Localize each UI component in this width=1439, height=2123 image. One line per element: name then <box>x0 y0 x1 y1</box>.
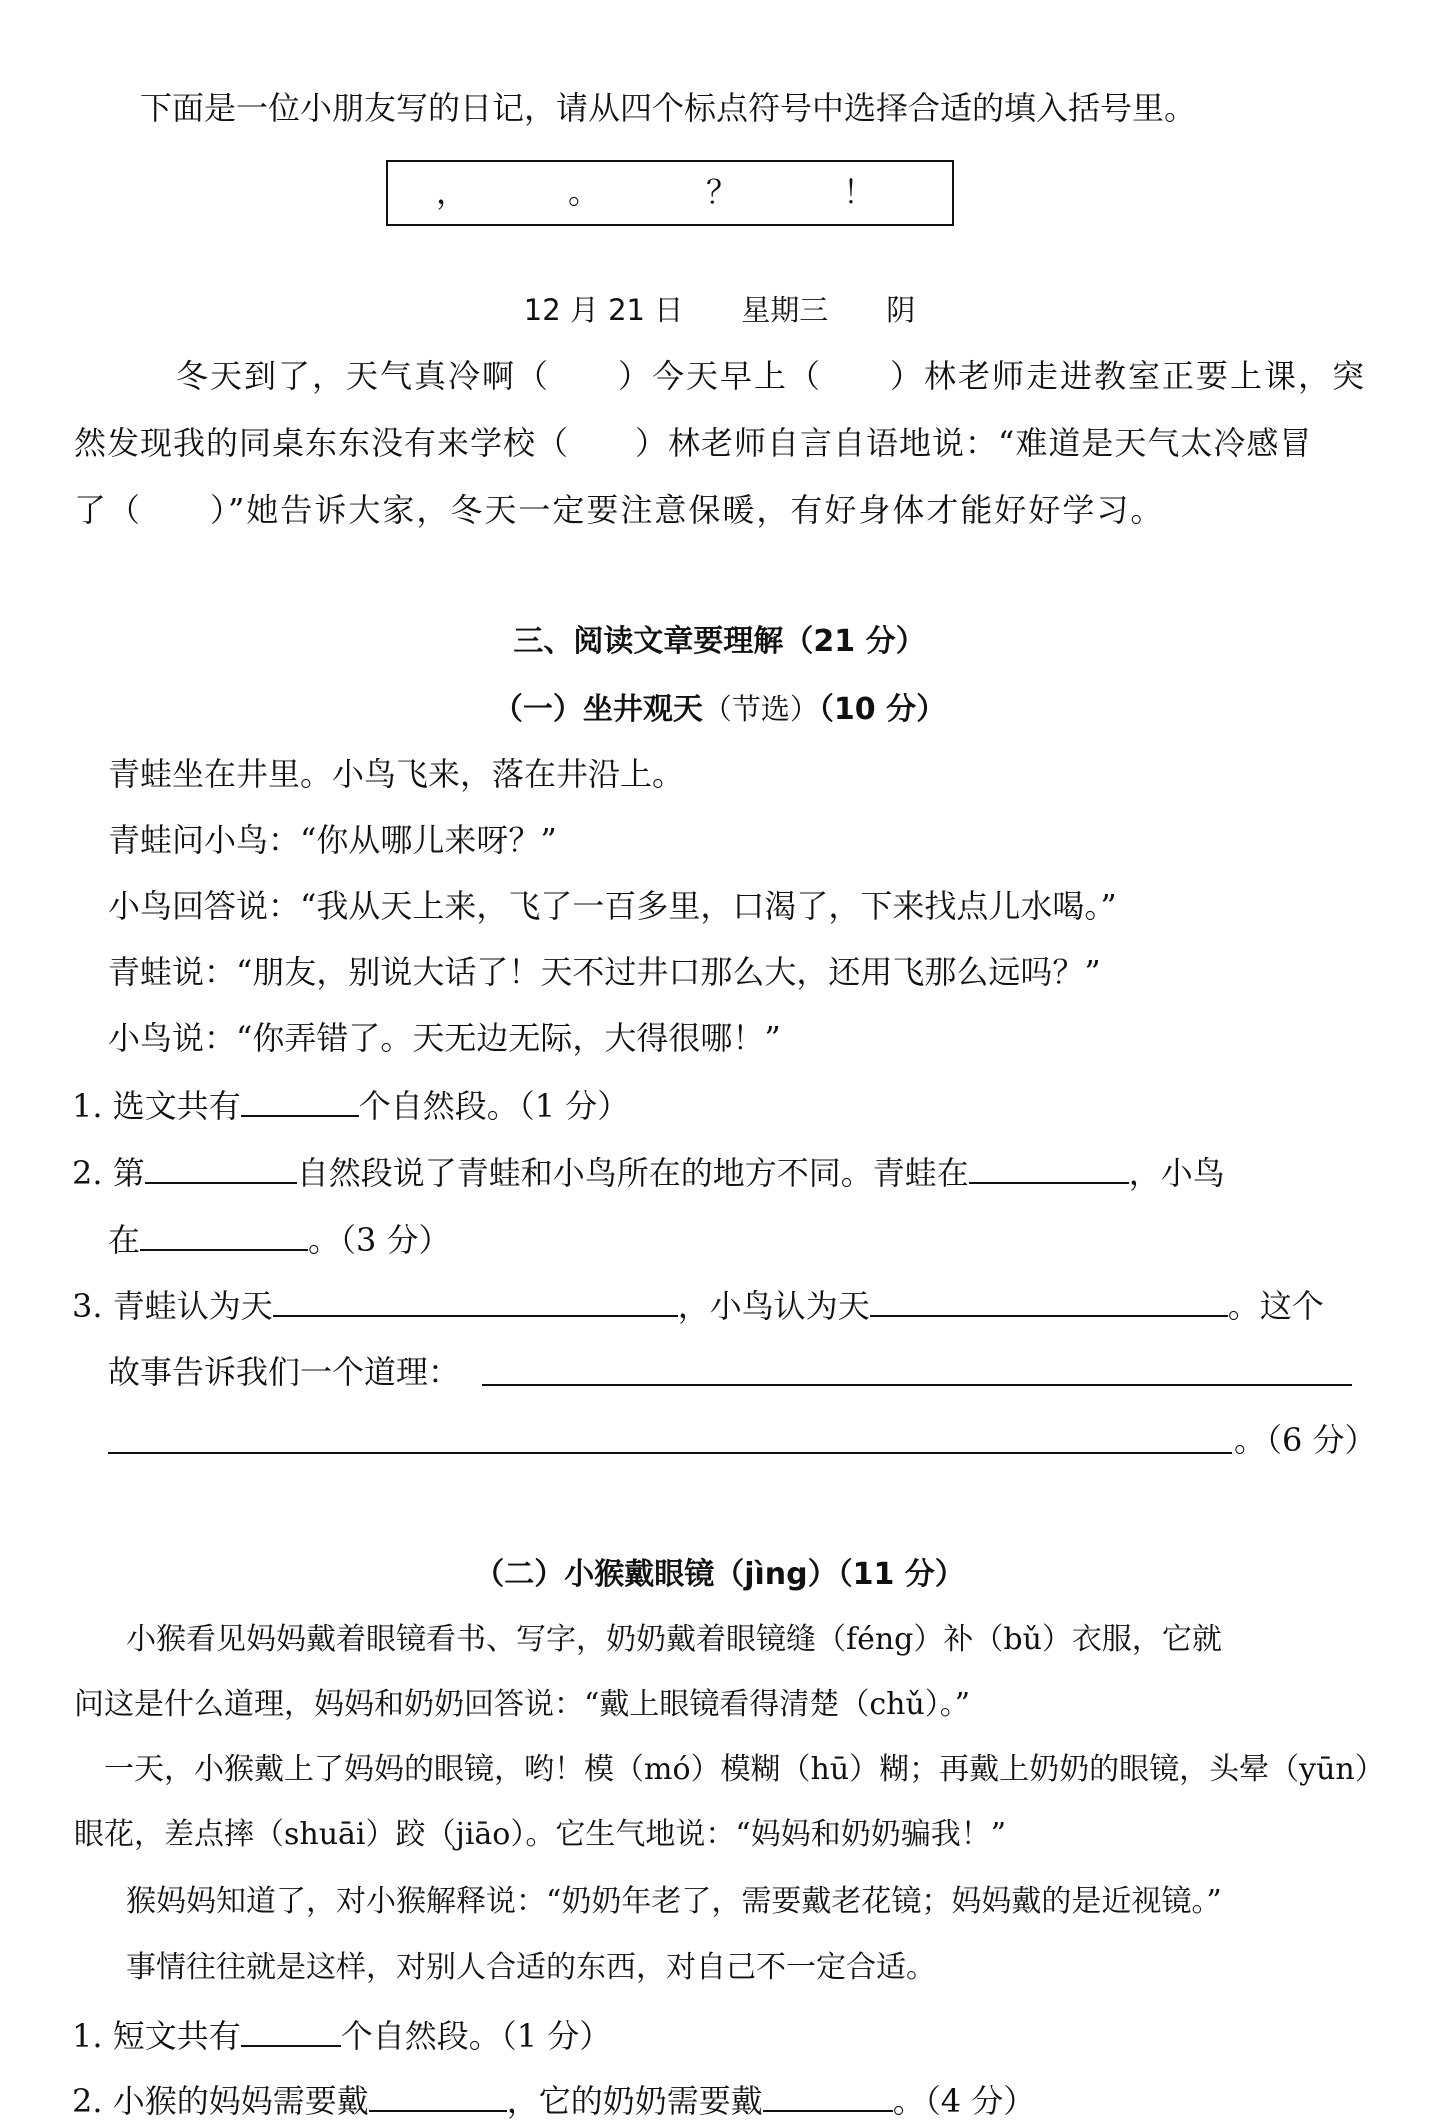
p1-q3-text-b: ，小鸟认为天 <box>677 1287 870 1325</box>
p1-q2-text-d: 在 <box>108 1221 141 1259</box>
p1-q2-text-a: 2. 第 <box>72 1154 145 1192</box>
p1-q2-blank-1[interactable] <box>145 1152 297 1184</box>
p2-q2-blank-2[interactable] <box>763 2080 893 2112</box>
p1-q2-text-e: 。（3 分） <box>308 1221 451 1259</box>
p1-q2-blank-2[interactable] <box>969 1152 1129 1184</box>
p1-q2-text-c: ，小鸟 <box>1128 1154 1225 1192</box>
passage1-para-2: 青蛙问小鸟：“你从哪儿来呀？” <box>108 821 557 859</box>
p1-q2-blank-3[interactable] <box>140 1219 308 1251</box>
passage1-title-score: （10 分） <box>818 692 947 727</box>
diary-line-3: 了（ ）”她告诉大家，冬天一定要注意保暖，有好身体才能好好学习。 <box>74 491 1165 529</box>
p2-q2-blank-1[interactable] <box>369 2080 507 2112</box>
p2-q2-text-b: ，它的奶奶需要戴 <box>506 2082 763 2120</box>
p1-question-1 <box>72 1085 629 1126</box>
punct-exclamation: ！ <box>843 173 876 211</box>
p2-question-1 <box>72 2015 611 2056</box>
passage1-para-1: 青蛙坐在井里。小鸟飞来，落在井沿上。 <box>108 755 685 793</box>
p2-q2-text-c: 。（4 分） <box>892 2082 1036 2120</box>
punct-question: ？ <box>706 173 739 211</box>
passage2-line-5: 猴妈妈知道了，对小猴解释说：“奶奶年老了，需要戴老花镜；妈妈戴的是近视镜。” <box>126 1884 1222 1919</box>
p1-q1-text-a: 1. 选文共有 <box>72 1087 241 1125</box>
punctuation-options-box <box>386 160 954 226</box>
p1-q1-blank[interactable] <box>241 1085 359 1117</box>
p1-q3-answer-line-1[interactable] <box>482 1384 1352 1386</box>
punct-period: 。 <box>568 173 601 211</box>
section3-title: 三、阅读文章要理解（21 分） <box>513 624 926 659</box>
passage1-title <box>0 688 1439 730</box>
p1-question-2 <box>72 1152 1225 1193</box>
diary-header: 12 月 21 日 星期三 阴 <box>523 293 916 327</box>
passage1-para-4: 青蛙说：“朋友，别说大话了！天不过井口那么大，还用飞那么远吗？” <box>108 953 1101 991</box>
p1-q3-blank-1[interactable] <box>273 1285 678 1317</box>
p1-question-3-cont <box>108 1352 460 1392</box>
p1-q3-text-e: 。（6 分） <box>1234 1421 1377 1459</box>
p1-q3-text-c: 。这个 <box>1227 1287 1324 1325</box>
passage2-line-6: 事情往往就是这样，对别人合适的东西，对自己不一定合适。 <box>126 1950 936 1985</box>
passage1-title-note: （节选） <box>702 692 819 726</box>
diary-line-1: 冬天到了，天气真冷啊（ ）今天早上（ ）林老师走进教室正要上课，突 <box>176 357 1367 395</box>
p2-q1-text-a: 1. 短文共有 <box>72 2017 241 2055</box>
passage1-title-main: （一）坐井观天 <box>492 692 703 727</box>
p1-q2-text-b: 自然段说了青蛙和小鸟所在的地方不同。青蛙在 <box>296 1154 969 1192</box>
passage2-line-2: 问这是什么道理，妈妈和奶奶回答说：“戴上眼镜看得清楚（chǔ）。” <box>74 1687 971 1722</box>
p1-q3-blank-2[interactable] <box>870 1285 1228 1317</box>
p1-q3-answer-line-2[interactable] <box>108 1452 1232 1454</box>
p1-q1-text-b: 个自然段。（1 分） <box>358 1087 630 1125</box>
p1-question-3 <box>72 1285 1324 1326</box>
p1-q3-text-d: 故事告诉我们一个道理： <box>108 1353 461 1391</box>
passage2-line-1: 小猴看见妈妈戴着眼镜看书、写字，奶奶戴着眼镜缝（féng）补（bǔ）衣服，它就 <box>126 1622 1222 1657</box>
p2-q1-blank[interactable] <box>241 2015 341 2047</box>
p2-q1-text-b: 个自然段。（1 分） <box>340 2017 612 2055</box>
passage2-line-3: 一天，小猴戴上了妈妈的眼镜，哟！模（mó）模糊（hū）糊；再戴上奶奶的眼镜，头晕（yūn） <box>104 1752 1385 1787</box>
p2-q2-text-a: 2. 小猴的妈妈需要戴 <box>72 2082 369 2120</box>
p1-q3-text-a: 3. 青蛙认为天 <box>72 1287 273 1325</box>
p1-question-2-cont <box>108 1219 451 1260</box>
punct-comma: ， <box>436 173 469 211</box>
diary-line-2: 然发现我的同桌东东没有来学校（ ）林老师自言自语地说：“难道是天气太冷感冒 <box>74 424 1313 462</box>
p2-question-2 <box>72 2080 1035 2121</box>
passage2-title: （二）小猴戴眼镜（jìng）（11 分） <box>474 1557 965 1592</box>
passage1-para-3: 小鸟回答说：“我从天上来，飞了一百多里，口渴了，下来找点儿水喝。” <box>108 887 1117 925</box>
passage1-para-5: 小鸟说：“你弄错了。天无边无际，大得很哪！” <box>108 1019 781 1057</box>
passage2-line-4: 眼花，差点摔（shuāi）跤（jiāo）。它生气地说：“妈妈和奶奶骗我！” <box>74 1817 1007 1852</box>
instruction-text: 下面是一位小朋友写的日记，请从四个标点符号中选择合适的填入括号里。 <box>140 89 1197 127</box>
